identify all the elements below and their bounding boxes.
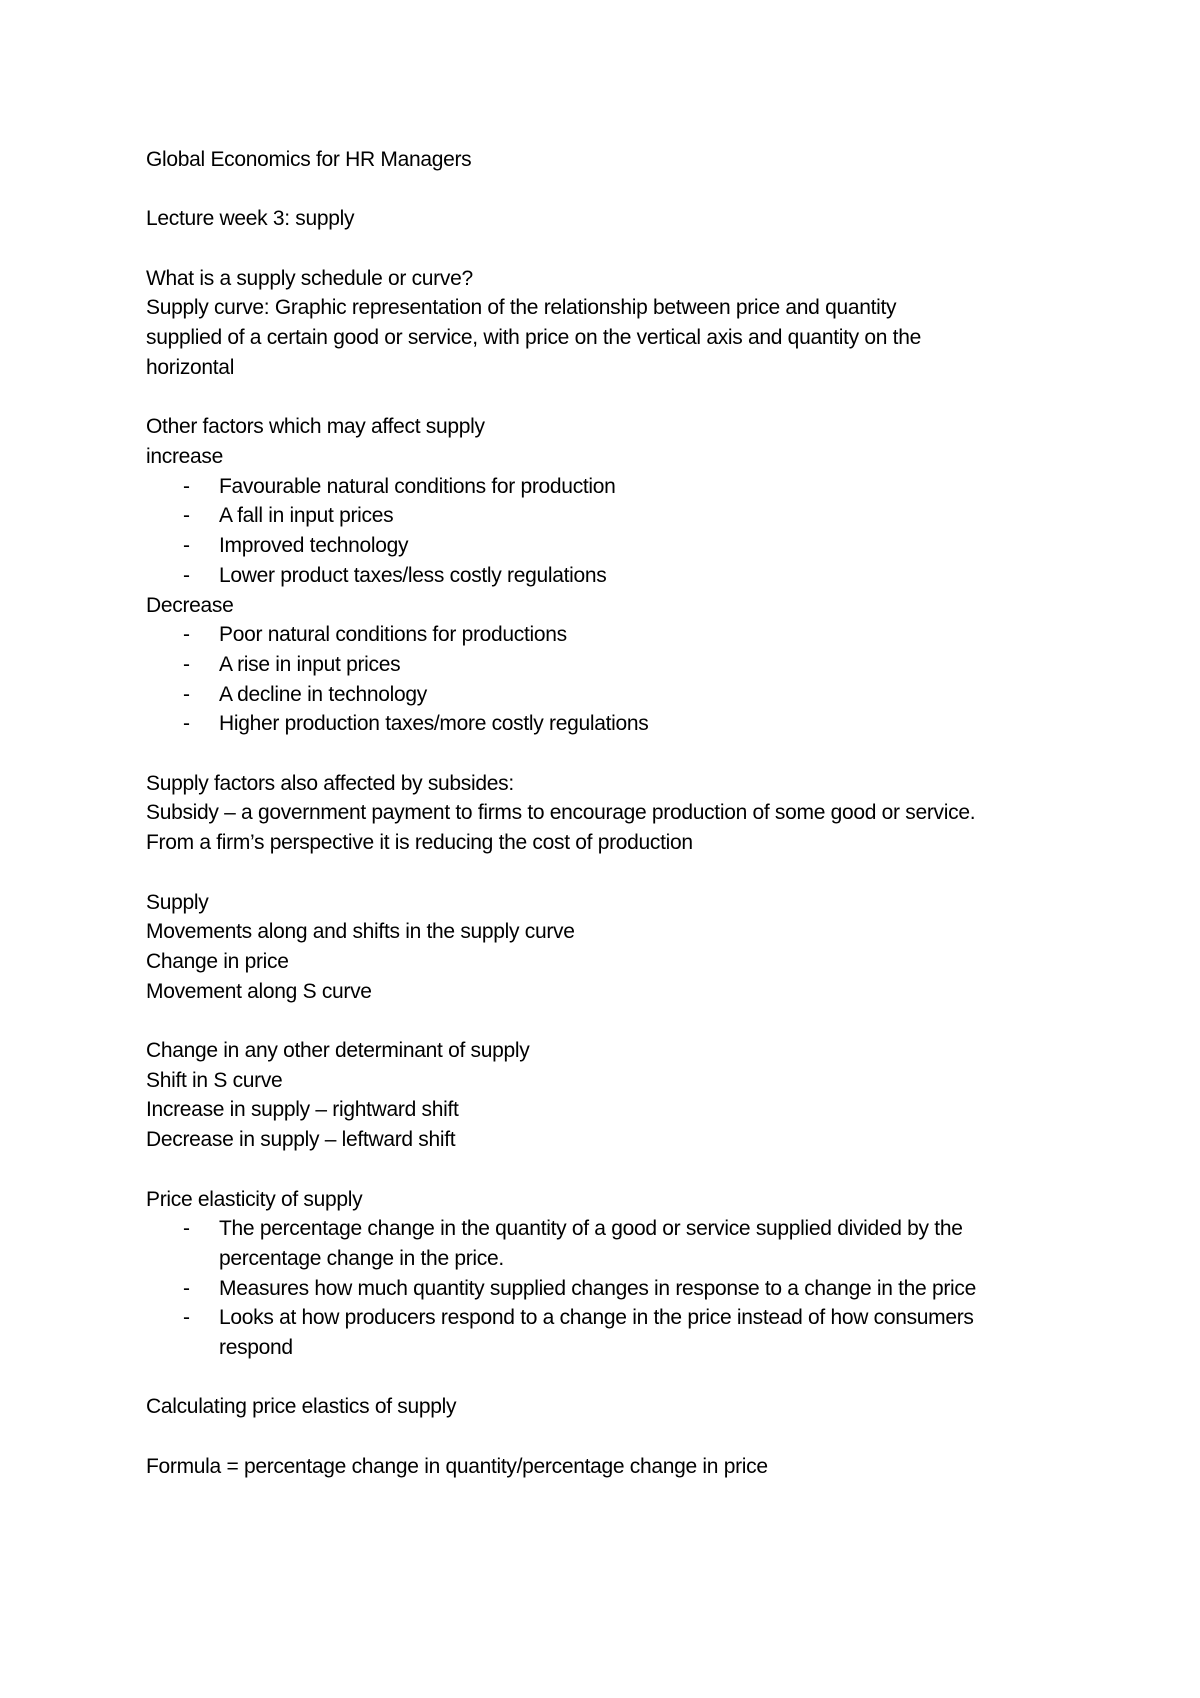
list-item-text: A decline in technology bbox=[219, 682, 427, 706]
spacer bbox=[146, 175, 1106, 205]
list-item-text: A rise in input prices bbox=[219, 652, 401, 676]
dash-bullet: - bbox=[183, 623, 190, 647]
list-item-text: percentage change in the price. bbox=[219, 1246, 504, 1270]
spacer bbox=[146, 383, 1106, 413]
other-factors-heading: Other factors which may affect supply bbox=[146, 415, 485, 439]
dash-bullet: - bbox=[183, 1276, 190, 1300]
lecture-subtitle: Lecture week 3: supply bbox=[146, 207, 355, 231]
dash-bullet: - bbox=[183, 682, 190, 706]
list-item bbox=[146, 1274, 1106, 1304]
dash-bullet: - bbox=[183, 474, 190, 498]
list-item-text: Looks at how producers respond to a change in the price instead of how consumers bbox=[219, 1306, 974, 1330]
paragraph-line: supplied of a certain good or service, with price on the vertical axis and quantity on the bbox=[146, 326, 921, 350]
dash-bullet: - bbox=[183, 712, 190, 736]
list-item bbox=[146, 620, 1106, 650]
list-item-text: The percentage change in the quantity of a good or service supplied divided by the bbox=[219, 1217, 963, 1241]
list-item-text: Poor natural conditions for productions bbox=[219, 623, 567, 647]
dash-bullet: - bbox=[183, 534, 190, 558]
subsidy-heading: Supply factors also affected by subsides: bbox=[146, 771, 514, 795]
paragraph-line: Increase in supply – rightward shift bbox=[146, 1098, 459, 1122]
list-item bbox=[146, 472, 1106, 502]
dash-bullet: - bbox=[183, 563, 190, 587]
list-item-text: Higher production taxes/more costly regulations bbox=[219, 712, 649, 736]
list-item bbox=[146, 531, 1106, 561]
supply-curve-heading: What is a supply schedule or curve? bbox=[146, 266, 473, 290]
document-title: Global Economics for HR Managers bbox=[146, 148, 472, 171]
list-item-text: Improved technology bbox=[219, 534, 409, 558]
paragraph-line: Shift in S curve bbox=[146, 1068, 283, 1092]
list-item bbox=[146, 501, 1106, 531]
paragraph-line: Subsidy – a government payment to firms to encourage production of some good or service. bbox=[146, 801, 976, 825]
determinant-heading: Change in any other determinant of supply bbox=[146, 1039, 530, 1062]
spacer bbox=[146, 234, 1106, 264]
increase-list bbox=[146, 472, 1106, 591]
spacer bbox=[146, 858, 1106, 888]
spacer bbox=[146, 1006, 1106, 1036]
paragraph-line: horizontal bbox=[146, 355, 235, 379]
paragraph-line: From a firm’s perspective it is reducing the cost of production bbox=[146, 831, 693, 855]
elasticity-heading: Price elasticity of supply bbox=[146, 1187, 363, 1211]
dash-bullet: - bbox=[183, 1217, 190, 1241]
list-item-text: Measures how much quantity supplied changes in response to a change in the price bbox=[219, 1276, 976, 1300]
dash-bullet: - bbox=[183, 1306, 190, 1330]
spacer bbox=[146, 1155, 1106, 1185]
paragraph-line: Supply curve: Graphic representation of the relationship between price and quantity bbox=[146, 296, 897, 320]
supply-heading: Supply bbox=[146, 890, 209, 914]
paragraph-line: Decrease in supply – leftward shift bbox=[146, 1128, 456, 1152]
list-item bbox=[146, 561, 1106, 591]
formula-line: Formula = percentage change in quantity/percentage change in price bbox=[146, 1454, 768, 1478]
decrease-label: Decrease bbox=[146, 593, 234, 617]
list-item bbox=[146, 1214, 1106, 1273]
calculating-heading: Calculating price elastics of supply bbox=[146, 1395, 457, 1419]
spacer bbox=[146, 739, 1106, 769]
list-item bbox=[146, 680, 1106, 710]
paragraph-line: Movement along S curve bbox=[146, 979, 372, 1003]
dash-bullet: - bbox=[183, 652, 190, 676]
dash-bullet: - bbox=[183, 504, 190, 528]
list-item-text: Favourable natural conditions for production bbox=[219, 474, 616, 498]
list-item-text: Lower product taxes/less costly regulations bbox=[219, 563, 607, 587]
list-item-text: A fall in input prices bbox=[219, 504, 394, 528]
list-item bbox=[146, 709, 1106, 739]
paragraph-line: Change in price bbox=[146, 949, 289, 973]
list-item-text: respond bbox=[219, 1336, 293, 1360]
spacer bbox=[146, 1363, 1106, 1393]
decrease-list bbox=[146, 620, 1106, 739]
list-item bbox=[146, 650, 1106, 680]
increase-label: increase bbox=[146, 444, 223, 468]
list-item bbox=[146, 1303, 1106, 1362]
spacer bbox=[146, 1422, 1106, 1452]
elasticity-list bbox=[146, 1214, 1106, 1363]
document-page bbox=[146, 145, 1106, 1482]
paragraph-line: Movements along and shifts in the supply curve bbox=[146, 920, 575, 944]
